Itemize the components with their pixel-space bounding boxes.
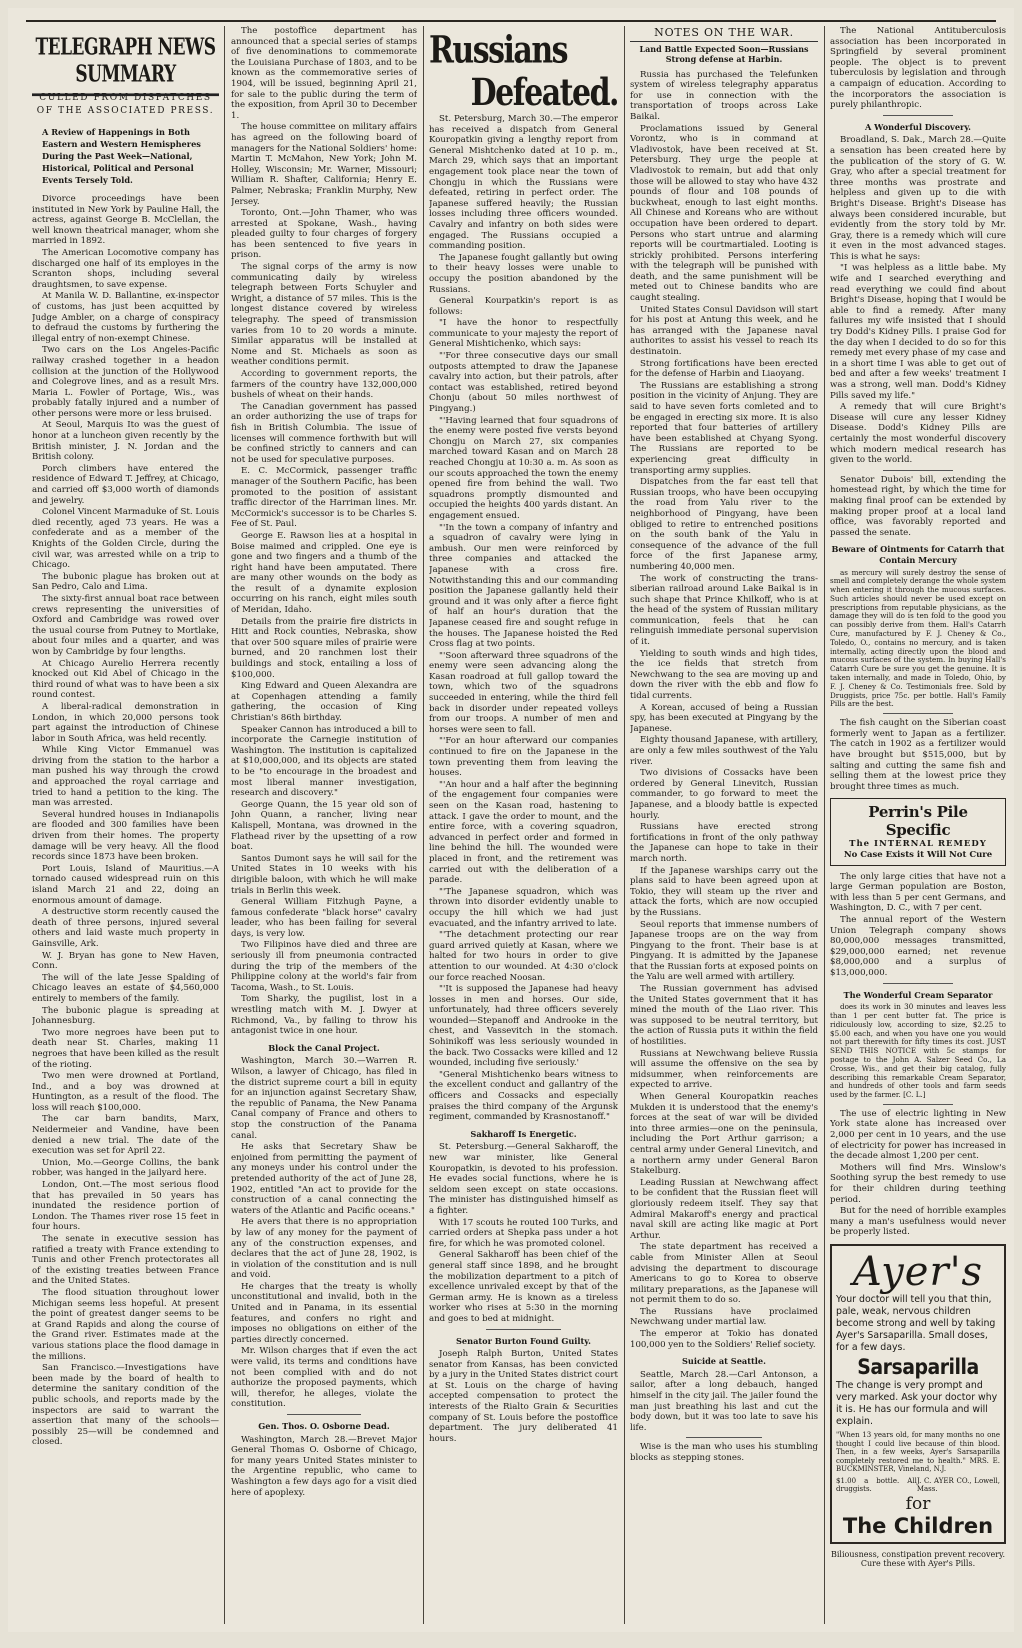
ayer-price-row — [836, 1477, 1000, 1494]
russians-defeated-headline — [429, 30, 618, 115]
column-rule — [224, 26, 225, 1624]
news-item: At Seoul, Marquis Ito was the guest of honor at a luncheon given recently by the British minister, J. N. Jordan and the British colony. — [32, 420, 219, 463]
news-item: The house committee on military affairs has agreed on the following board of managers for the National Soldiers' home: Martin T. McMahon, New York; John M. Holley, Wisconsin; Mr. Warner, Missouri; William R. Shafter, California; Henry E. Palmer, Nebraska; Franklin Murphy, New Jersey. — [231, 122, 417, 207]
ayer-for: for — [905, 1493, 931, 1514]
russians-defeated-article — [429, 114, 618, 1123]
news-item: Santos Dumont says he will sail for the United States in 10 weeks with his dirigible baloon, with which he will make trials in Berlin this week. — [231, 853, 417, 896]
divider — [883, 1104, 953, 1105]
news-item: "I was helpless as a little babe. My wife and I searched everything and read everything we could find about Bright's Disease, hoping that I would be able to find a remedy. After many failures my wife insisted that I should try Dodd's Kidney Pills. I praise God for the day when I decided to do so for this remedy met every phase of my case and in a short time I was able to get out of bed and after a few weeks' treatment I was a strong, well man. Dodd's Kidney Pills saved my life." — [830, 263, 1006, 401]
news-item: He avers that there is no appropriation by law of any money for the payment of any of the construction expenses, and declares that the act of June 28, 1902, is in violation of the constitution and is null and void. — [231, 1217, 417, 1281]
sakharoff-article — [429, 1142, 618, 1324]
ayer-brand: Ayer's — [852, 1249, 984, 1296]
news-item: The Japanese fought gallantly but owing to their heavy losses were unable to occupy the position abandoned by the Russians. — [429, 252, 618, 295]
news-item: Tom Sharky, the pugilist, lost in a wrestling match with M. J. Dwyer at Richmond, Va., by failing to throw his antagonist twice in one hour. — [231, 994, 417, 1037]
news-item: The car barn bandits, Marx, Neidermeier and Vandine, have been denied a new trial. The date of the execution was set for April 22. — [32, 1114, 219, 1157]
perrin-title: Perrin's Pile Specific — [868, 803, 968, 840]
burton-article: Joseph Ralph Burton, United States senator from Kansas, has been convicted by a jury in the United States district court at St. Louis on the charge of having accepted compensation to protect the interests of the Rialto Grain & Securities company of St. Louis before the postoffice department. The jury deliberated 41 hours. — [429, 1349, 618, 1444]
divider — [686, 1437, 761, 1438]
news-item: The work of constructing the trans-siberian railroad around Lake Baikal is in such shape that Prince Khilkoff, who is at the head of the system of Russian military communication, feels that he can relinguish immediate personal supervision of it. — [630, 573, 818, 648]
discovery-headline: A Wonderful Discovery. — [864, 121, 972, 132]
masthead-title: TELEGRAPH NEWS SUMMARY — [32, 34, 219, 96]
news-item: "'For an hour afterward our companies continued to fire on the Japanese in the town preventing them from leaving the houses. — [429, 736, 618, 779]
news-item: Russia has purchased the Telefunken system of wireless telegraphy apparatus for use in connection with the transportation of troops across Lake Baikal. — [630, 69, 818, 122]
news-item: The emperor at Tokio has donated 100,000 yen to the Soldiers' Relief society. — [630, 1329, 818, 1350]
electric-item: The use of electric lighting in New York state alone has increased over 2,000 per cent in 10 years, and the use of electricity for power has increased in the decade almost 1,200 per cent. — [830, 1108, 1006, 1162]
news-item: "I have the honor to respectfully communicate to your majesty the report of General Mishtichenko, which says: — [429, 318, 618, 350]
col1-articles — [32, 194, 219, 1448]
news-item: Dispatches from the far east tell that Russian troops, who have been occupying the road from Yalu river to the neighborhood of Pingyang, have been obliged to retire to entrenched positions on the south bank of the Yalu in consequence of the advance of the full force of the first Japanese army, numbering 40,000 men. — [630, 477, 818, 572]
column-2 — [231, 26, 417, 1624]
news-item: Washington, March 30.—Warren R. Wilson, a lawyer of Chicago, has filed in the district supreme court a bill in equity for an injunction against Secretary Shaw, the republic of Panama, the New Panama Canal company of France and others to stop the construction of the Panama canal. — [231, 1056, 417, 1141]
ayer-product: Sarsaparilla — [857, 1355, 979, 1380]
divider — [486, 1329, 562, 1330]
notes-on-war-heading: NOTES ON THE WAR. — [630, 28, 818, 42]
news-item: "'Having learned that four squadrons of the enemy were posted five versts beyond Chongju on March 27, six companies marched toward Kasan and on March 28 reached Chongju at 10:30 a. m. As soon as our scouts approached the town the enemy opened fire from behind the wall. Two squadrons promptly dismounted and occupied the heights 400 yards distant. An engagement ensued. — [429, 415, 618, 521]
news-item: "'An hour and a half after the beginning of the engagement four companies were seen on the Kasan road, hastening to attack. I gave the order to mount, and the entire force, with a covering squadron, advanced in perfect order and formed in line behind the hill. The wounded were placed in front, and the retirement was carried out with the deliberation of a parade. — [429, 779, 618, 886]
news-item: He charges that the treaty is wholly unconstitutional and invalid, both in the United and in Panama, in its essential features, and confers no right and imposes no obligations on either of the parties directly concerned. — [231, 1281, 417, 1345]
news-item: A liberal-radical demonstration in London, in which 20,000 persons took part against the introduction of Chinese labor in South Africa, was held recently. — [32, 701, 219, 744]
news-item: Divorce proceedings have been instituted in New York by Pauline Hall, the actress, against George B. McClellan, the well known theatrical manager, whom she married in 1892. — [32, 194, 219, 247]
news-item: Two Filipinos have died and three are seriously ill from pneumonia contracted during the trip of the members of the Philippine colony at the world's fair from Tacoma, Wash., to St. Louis. — [231, 940, 417, 993]
divider — [883, 115, 953, 116]
news-item: The Canadian government has passed an order authorizing the use of traps for fish in British Columbia. The issue of licenses will commence forthwith but will be confined strictly to canners and can not be used for speculative purposes. — [231, 401, 417, 465]
news-item: "'The Japanese squadron, which was thrown into disorder evidently unable to occupy the hill which we had just evacuated, and the infantry arrived to late. — [429, 886, 618, 929]
column-rule — [624, 26, 625, 1624]
news-item: Two men were drowned at Portland, Ind., and a boy was drowned at Huntington, as a result of the flood. The loss will reach $100,000. — [32, 1071, 219, 1113]
canal-headline: Block the Canal Project. — [268, 1042, 380, 1053]
divider — [883, 470, 953, 471]
news-item: Two divisions of Cossacks have been ordered by General Linevitch, Russian commander, to go forward to meet the Japanese, and a bloody battle is expected hourly. — [630, 768, 818, 821]
cities-item: The only large cities that have not a large German population are Boston, with less than 5 per cent Germans, and Washington, D. C., with 7 per cent. — [830, 871, 1006, 914]
news-item: Seoul reports that immense numbers of Japanese troops are on the way from Pingyang to the front. Their base is at Pingyang. It is admitted by the Japanese that the Russian forts at exposed points on the Yalu are well armed with artillery. — [630, 919, 818, 983]
col2-articles — [231, 26, 417, 1037]
news-item: W. J. Bryan has gone to New Haven, Conn. — [32, 950, 219, 972]
news-item: The American Locomotive company has discharged one half of its employes in the Scranton shops, including several draughtsmen, to save expense. — [32, 247, 219, 290]
news-item: A remedy that will cure Bright's Disease will cure any lesser Kidney Disease. Dodd's Kidney Pills are certainly the most wonderful discovery which modern medical research has given to the world. — [830, 402, 1006, 466]
news-item: A destructive storm recently caused the death of three persons, injured several others and laid waste much property in Gainsville, Ark. — [32, 907, 219, 949]
column-1 — [32, 26, 219, 1624]
news-item: General Sakharoff has been chief of the general staff since 1898, and he brought the mobilization department to a pitch of excellence unrivaled except by that of the German army. He is known as a tireless worker who rises at 5:30 in the morning and goes to bed at midnight. — [429, 1250, 618, 1324]
news-item: The flood situation throughout lower Michigan seems less hopeful. At present the point of greatest danger seems to be at Grand Rapids and along the course of the Grand river. Estimates made at the various stations place the flood damage in the millions. — [32, 1287, 219, 1362]
headline-line-2: Defeated. — [470, 71, 618, 115]
news-item: Porch climbers have entered the residence of Edward T. Jeffrey, at Chicago, and carried off $3,000 worth of diamonds and jewelry. — [32, 463, 219, 506]
column-rule — [423, 26, 424, 1624]
news-item: Two more negroes have been put to death near St. Charles, making 11 negroes that have been killed as the result of the rioting. — [32, 1027, 219, 1070]
news-item: King Edward and Queen Alexandra are at Copenhagen attending a family gathering, the occasion of King Christian's 86th birthday. — [231, 681, 417, 723]
news-item: "'For three consecutive days our small outposts attempted to draw the Japanese cavalry into action, but their patrols, after contact was established, retired beyond Chonju (about 50 miles northwest of Pingyang.) — [429, 351, 618, 415]
ayer-children: The Children — [842, 1513, 994, 1538]
ayer-maker: J. C. AYER CO., Lowell, Mass. — [916, 1476, 1000, 1494]
masthead-subtitle: CULLED FROM DISPATCHES OF THE ASSOCIATED PRESS. — [36, 93, 215, 116]
news-item: E. C. McCormick, passenger traffic manager of the Southern Pacific, has been promoted to the position of assistant traffic director of the Harriman lines. Mr. McCormick's successor is to be Charles S. Fee of St. Paul. — [231, 466, 417, 530]
news-item: Colonel Vincent Marmaduke of St. Louis died recently, aged 73 years. He was a confederate and as a member of the Knights of the Golden Circle, during the civil war, was arrested while on a trip to Chicago. — [32, 507, 219, 571]
winslow-item: Mothers will find Mrs. Winslow's Soothing syrup the best remedy to use for their children during teething period. — [830, 1162, 1006, 1205]
suicide-headline: Suicide at Seattle. — [682, 1356, 766, 1367]
news-item: The Russians are establishing a strong position in the vicinity of Anjung. They are said to have seven forts comleted and to be engaged in erecting six more. It is also reported that four batteries of artillery have been established at Chyang Syong. The Russians are reported to be experiencing great difficulty in transporting army supplies. — [630, 380, 818, 476]
column-5 — [830, 26, 1006, 1624]
news-item: United States Consul Davidson will start for his post at Antung this week, and he has arranged with the Japanese naval authorites to assist his vessel to reach its destinatoin. — [630, 304, 818, 358]
perrin-ad — [830, 798, 1006, 865]
news-item: Russians have erected strong fortifications in front of the only pathway the Japanese can hope to take in their march north. — [630, 822, 818, 864]
news-item: Details from the prairie fire districts in Hitt and Rock counties, Nebraska, show that over 500 square miles of prairie were burned, and 20 ranchmen lost their buildings and stock, entailing a loss of $100,000. — [231, 616, 417, 680]
ayer-testimonial: "When 13 years old, for many months no one thought I could live because of thin blood. Then, in a few weeks, Ayer's Sarsaparilla completely restored me to health." MRS. E. BUCKMINSTER, Vineland, N.J. — [836, 1431, 1000, 1474]
top-rule — [26, 20, 996, 22]
news-item: The will of the late Jesse Spalding of Chicago leaves an estate of $4,560,000 entirely to members of the family. — [32, 972, 219, 1004]
news-item: General William Fitzhugh Payne, a famous confederate "black horse" cavalry leader, who has been failing for several days, is very low. — [231, 897, 417, 939]
news-item: "General Mishtichenko bears witness to the excellent conduct and gallantry of the officers and Cossacks and especially praises the third company of the Argunsk regiment, commanded by Krasnostanoff." — [429, 1069, 618, 1123]
news-item: At Manila W. D. Ballantine, ex-inspector of customs, has just been acquitted by Judge Ambler, on a charge of conspiracy to defraud the customs by furthering the illegal entry of non-exempt Chinese. — [32, 291, 219, 344]
column-4 — [630, 26, 818, 1624]
news-item: St. Petersburg, March 30.—The emperor has received a dispatch from General Kouropatkin giving a lengthy report from General Mishtchenko dated at 10 p. m., March 29, which says that an important engagement took place near the town of Chongju in which the Russians were defeated, retiring in perfect order. The Japanese suffered heavily; the Russian losses including three officers wounded. Cavalry and infantry on both sides were engaged. The Russians occupied a commanding position. — [429, 114, 618, 252]
news-item: "'Soon afterward three squadrons of the enemy were seen advancing along the Kasan roadroad at full gallop toward the town, which two of the squadrons succeeded in entering, while the third fell back in disorder under repeated volleys from our troops. A number of men and horses were seen to fall. — [429, 650, 618, 735]
news-item: The senate in executive session has ratified a treaty with France extending to Tunis and other French protectorates all of the existing treaties between France and the United States. — [32, 1234, 219, 1287]
ayer-body-2: The change is very prompt and very marked. Ask your doctor why it is. He has our formula and will explain. — [836, 1380, 998, 1428]
news-item: Mr. Wilson charges that if even the act were valid, its terms and conditions have not been complied with and do not authorize the proposed payments, which will, therefor, he alleges, violate the constitution. — [231, 1346, 417, 1410]
news-item: The bubonic plague has broken out at San Pedro, Calo and Lima. — [32, 571, 219, 593]
news-item: The signal corps of the army is now communicating daily by wireless telegraph between Forts Schuyler and Wright, a distance of 57 miles. This is the longest distance covered by wireless telegraphy. The speed of transmission varies from 10 to 20 words a minute. Similar apparatus will be installed at Nome and St. Michaels as soon as weather conditions permit. — [231, 262, 417, 368]
news-item: The Russians have proclaimed Newchwang under martial law. — [630, 1306, 818, 1328]
closing-maxim: Wise is the man who uses his stumbling blocks as stepping stones. — [630, 1442, 818, 1463]
news-item: While King Victor Emmanuel was driving from the station to the harbor a man pushed his way through the crowd and approached the royal carriage and tried to hand a petition to the king. The man was arrested. — [32, 745, 219, 809]
western-union-item: The annual report of the Western Union Telegraph company shows 80,000,000 messages transmitted, $29,000,000 earned; net revenue $8,000,000 and a surplus of $13,000,000. — [830, 914, 1006, 978]
dubois-item: Senator Dubois' bill, extending the homestead right, by which the time for making final proof can be extended by making proper proof at a local land office, was favorably reported and passed the senate. — [830, 474, 1006, 538]
news-item: St. Petersburg.—General Sakharoff, the new war minister, like General Kouropatkin, is devoted to his profession. He evades social functions, where he is seldom seen except on state occasions. The minister has distinguished himself as a fighter. — [429, 1142, 618, 1216]
divider — [287, 1414, 361, 1415]
ayer-price: $1.00 a bottle. All druggists. — [836, 1476, 917, 1494]
news-item: The bubonic plague is spreading at Johannesburg. — [32, 1005, 219, 1027]
newspaper-page — [8, 8, 1014, 1632]
perrin-line-2: No Case Exists it Will Not Cure — [843, 850, 993, 860]
news-item: General Kourpatkin's report is as follows: — [429, 296, 618, 317]
news-item: The sixty-first annual boat race between crews representing the universities of Oxford and Cambridge was rowed over the usual course from Putney to Mortlake, about four miles and a quarter, and was won by Cambridge by four lengths. — [32, 593, 219, 657]
osborne-headline: Gen. Thos. O. Osborne Dead. — [258, 1421, 390, 1431]
divider — [883, 983, 953, 984]
divider — [883, 713, 953, 714]
canal-article — [231, 1056, 417, 1410]
perrin-line-1: The INTERNAL REMEDY — [849, 839, 987, 850]
news-item: At Chicago Aurelio Herrera recently knocked out Kid Abel of Chicago in the third round of what was to have been a six round contest. — [32, 658, 219, 701]
fish-item: The fish caught on the Siberian coast formerly went to Japan as a fertilizer. The catch in 1902 as a fertilizer would have brought but $515,000, but by salting and cutting the same fish and selling them at the lowest price they brought three times as much. — [830, 718, 1006, 792]
antituberculosis-item: The National Antituberculosis association has been incorporated in Springfield by several prominent people. The object is to prevent tuberculosis by legislation and through a campaign of education. According to the incorporators the association is purely philanthropic. — [830, 26, 1006, 111]
news-item: Proclamations issued by General Vorontz, who is in command at Vladivostok, have been received at St. Petersburg. They urge the people at Vladivostok to remain, but add that only those will be allowed to stay who have 432 pounds of flour and 108 pounds of buckwheat, enough to last eight months. All Chinese and Koreans who are without occupation have been ordered to depart. Persons who start untrue and alarming reports will be courtmartialed. Looting is strickly prohibited. Persons interfering with the telegraph will be punished with death, and the same punishment will be meted out to Chinese bandits who are caught stealing. — [630, 123, 818, 304]
war-notes — [630, 70, 818, 1351]
news-item: Union, Mo.—George Collins, the bank robber, was hanged in the jailyard here. — [32, 1157, 219, 1179]
discovery-article — [830, 135, 1006, 465]
burton-headline: Senator Burton Found Guilty. — [456, 1335, 591, 1346]
news-item: "'It is supposed the Japanese had heavy losses in men and horses. Our side, unfortunately, had three officers severely wounded—Stepanoff and Androoke in the chest, and Vassevitch in the stomach. Sohinikoff was less seriously wounded in the back. Two Cossacks were killed and 12 wounded, including five seriously.' — [429, 984, 618, 1069]
masthead-deck: A Review of Happenings in Both Eastern and Western Hemispheres During the Past Week—National, Historical, Political and Personal Events Tersely Told. — [42, 127, 201, 185]
news-item: Toronto, Ont.—John Thamer, who was arrested at Spokane, Wash., having pleaded guilty to four charges of forgery has been sentenced to five years in prison. — [231, 208, 417, 261]
news-item: Russians at Newchwang believe Russia will assume the offensive on the sea by midsummer, when reinforcements are expected to arrive. — [630, 1048, 818, 1091]
news-item: Two cars on the Los Angeles-Pacific railway crashed together in a headon collision at the junction of the Hollywood and Colegrove lines, and as a result Mrs. Maria L. Fowler of Portage, Wis., was probably fatally injured and a number of other persons were more or less bruised. — [32, 345, 219, 419]
news-item: Broadland, S. Dak., March 28.—Quite a sensation has been created here by the publication of the story of G. W. Gray, who after a special treatment for three months was prostrate and helpless and given up to die with Bright's Disease. Bright's Disease has always been considered incurable, but evidently from the story told by Mr. Gray, there is a remedy which will cure it even in the most advanced stages. This is what he says: — [830, 135, 1006, 262]
news-item: Several hundred houses in Indianapolis are flooded and 300 families have been driven from their homes. The property damage will be very heavy. All the flood records since 1873 have been broken. — [32, 809, 219, 863]
catarrh-ad: as mercury will surely destroy the sense of smell and completely derange the whole system when entering it through the mucous surfaces. Such articles should never be used except on prescriptions from reputable physicians, as the damage they will do is ten fold to the good you can possibly derive from them. Hall's Catarrh Cure, manufactured by F. J. Cheney & Co., Toledo, O., contains no mercury, and is taken internally, acting directly upon the blood and mucous surfaces of the system. In buying Hall's Catarrh Cure be sure you get the genuine. It is taken internally, and made in Toledo, Ohio, by F. J. Cheney & Co. Testimonials free. Sold by Druggists, price 75c. per bottle. Hall's Family Pills are the best. — [830, 567, 1006, 709]
news-item: Speaker Cannon has introduced a bill to incorporate the Carnegie institution of Washington. The institution is capitalized at $10,000,000, and its objects are stated to be "to encourage in the broadest and most liberal manner investigation, research and discovery." — [231, 724, 417, 799]
news-item: The postoffice department has announced that a special series of stamps of five denominations to commemorate the Louisiana Purchase of 1803, and to be known as the commemorative series of 1904, will be issued, beginning April 21, for sale to the public during the term of the exposition, from April 30 to December 1. — [231, 26, 417, 121]
news-item: A Korean, accused of being a Russian spy, has been executed at Pingyang by the Japanese. — [630, 702, 818, 734]
news-item: "'In the town a company of infantry and a squadron of cavalry were lying in ambush. Our men were reinforced by three companies and attacked the Japanese with a cross fire. Notwithstanding this and our commanding position the Japanese gallantly held their ground and it was only after a fierce fight of half an hour's duration that the Japanese ceased fire and sought refuge in the houses. The Japanese hoisted the Red Cross flag at two points. — [429, 522, 618, 650]
news-item: He asks that Secretary Shaw be enjoined from permitting the payment of any moneys under his control under the pretended authority of the act of June 28, 1902, entitled "An act to provide for the construction of a canal connecting the waters of the Atlantic and Pacific oceans." — [231, 1142, 417, 1216]
separator-ad: does its work in 30 minutes and leaves less than 1 per cent butter fat. The price is ridiculously low, according to size, $2.25 to $5.00 each, and when you have one you would not part therewith for fifty times its cost. JUST SEND THIS NOTICE with 5c stamps for postage to the John A. Salzer Seed Co., La Crosse, Wis., and get their big catalog, fully describing this remarkable Cream Separator, and hundreds of other tools and farm seeds used by the farmer. [C. L.] — [830, 1002, 1006, 1100]
sakharoff-headline: Sakharoff Is Energetic. — [470, 1128, 577, 1139]
headline-line-1: Russians — [429, 28, 568, 73]
news-item: The Russian government has advised the United States government that it has mined the mouth of the Liao river. This was supposed to be neutral territory, but the action of Russia puts it within the field of hostilities. — [630, 984, 818, 1048]
separator-headline: The Wonderful Cream Separator — [843, 989, 993, 1000]
news-item: San Francisco.—Investigations have been made by the board of health to determine the sanitary condition of the public schools, and reports made by the inspectors are said to warrant the assertion that many of the schools—possibly 25—will be condemned and closed. — [32, 1363, 219, 1448]
news-item: When General Kouropatkin reaches Mukden it is understood that the enemy's forces at the seat of war will be divided into three armies—one on the peninsula, including the Port Arthur garrison; a central army under General Linevitch, and a northern army under General Baron Stakelburg. — [630, 1092, 818, 1177]
suicide-article: Seattle, March 28.—Carl Antonson, a sailor, after a long debauch, hanged himself in the city jail. The jailer found the man just breathing his last and cut the body down, but it was too late to save his life. — [630, 1369, 818, 1433]
news-item: George E. Rawson lies at a hospital in Boise maimed and crippled. One eye is gone and two fingers and a thumb of the right hand have been amputated. There are many other wounds on the body as the result of a dynamite explosion occurring on his ranch, eight miles south of Meridan, Idaho. — [231, 530, 417, 616]
ayer-body: Your doctor will tell you that thin, pale, weak, nervous children become strong and well by taking Ayer's Sarsaparilla. Small doses, for a few days. — [836, 1294, 996, 1354]
ayer-footer: Biliousness, constipation prevent recovery. Cure these with Ayer's Pills. — [830, 1549, 1006, 1569]
column-3 — [429, 26, 618, 1624]
ayer-ad — [830, 1244, 1006, 1544]
news-item: According to government reports, the farmers of the country have 132,000,000 bushels of wheat on their hands. — [231, 369, 417, 401]
news-item: Leading Russian at Newchwang affect to be confident that the Russian fleet will gloriously redeem itself. They say that Admiral Makaroff's energy and practical naval skill are acting like magic at Port Arthur. — [630, 1177, 818, 1241]
news-item: Eighty thousand Japanese, with artillery, are only a few miles southwest of the Yalu river. — [630, 735, 818, 767]
news-item: If the Japanese warships carry out the plans said to have been agreed upon at Tokio, they will steam up the river and attack the forts, which are now occupied by the Russians. — [630, 865, 818, 918]
news-item: With 17 scouts he routed 100 Turks, and carried orders at Shepka pass under a hot fire, for which he was promoted colonel. — [429, 1217, 618, 1249]
news-item: Port Louis, Island of Mauritius.—A tornado caused widespread ruin on this island March 21 and 22, doing an enormous amount of damage. — [32, 863, 219, 906]
news-item: Strong fortifications have been erected for the defense of Harbin and Liaoyang. — [630, 358, 818, 380]
catarrh-headline: Beware of Ointments for Catarrh that Contain Mercury — [831, 544, 1005, 565]
news-item: Yielding to south winds and high tides, the ice fields that stretch from Newchwang to the sea are moving up and down the river with the ebb and flow fo tidal currents. — [630, 648, 818, 702]
news-item: George Quann, the 15 year old son of John Quann, a rancher, living near Kalispell, Montana, was drowned in the Flathead river by the upsetting of a row boat. — [231, 799, 417, 853]
notes-on-war-subheading: Land Battle Expected Soon—Russians Strong defense at Harbin. — [639, 43, 809, 64]
news-item: "'The detachment protecting our rear guard arrived quietly at Kasan, where we halted for two hours in order to give attention to our wounded. At 4:30 o'clock our force reached Noosan. — [429, 930, 618, 983]
horrible-item: But for the need of horrible examples many a man's usefulness would never be properly listed. — [830, 1206, 1006, 1238]
column-rule — [824, 26, 825, 1624]
news-item: The state department has received a cable from Minister Allen at Seoul advising the department to discourage Americans to go to Korea to observe military preparations, as the Japanese will not permit them to do so. — [630, 1242, 818, 1306]
news-item: London, Ont.—The most serious flood that has prevailed in 50 years has inundated the residence portion of London. The Thames river rose 15 feet in four hours. — [32, 1180, 219, 1233]
osborne-article: Washington, March 28.—Brevet Major General Thomas O. Osborne of Chicago, for many years United States minister to the Argentine republic, who came to Washington a few days ago for a visit died here of apoplexy. — [231, 1434, 417, 1498]
